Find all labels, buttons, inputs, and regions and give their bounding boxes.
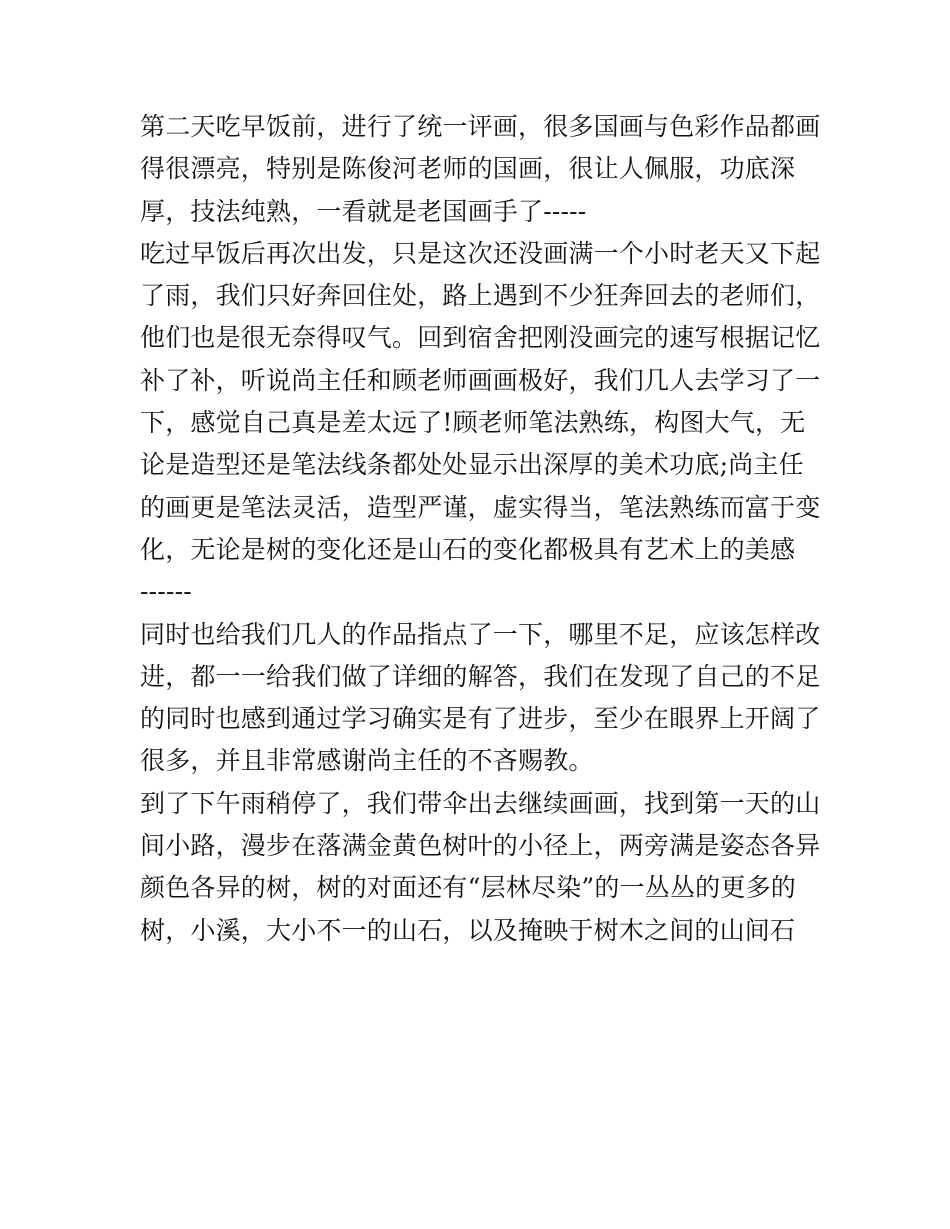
text-line: 吃过早饭后再次出发，只是这次还没画满一个小时老天又下起 (140, 238, 821, 268)
text-line: 进，都一一给我们做了详细的解答，我们在发现了自己的不足 (140, 661, 821, 691)
text-line: 颜色各异的树，树的对面还有“层林尽染”的一丛丛的更多的 (140, 873, 796, 903)
text-line: 第二天吃早饭前，进行了统一评画，很多国画与色彩作品都画 (140, 112, 821, 141)
text-line: 间小路，漫步在落满金黄色树叶的小径上，两旁满是姿态各异 (140, 831, 821, 861)
text-line: 论是造型还是笔法线条都处处显示出深厚的美术功底;尚主任 (140, 450, 804, 480)
text-line: 补了补，听说尚主任和顾老师画画极好，我们几人去学习了一 (140, 365, 821, 395)
text-line: 下，感觉自己真是差太远了!顾老师笔法熟练，构图大气，无 (140, 408, 806, 438)
body-text (140, 106, 820, 952)
text-line: 到了下午雨稍停了，我们带伞出去继续画画，找到第一天的山 (140, 788, 821, 818)
text-line: 他们也是很无奈得叹气。回到宿舍把刚没画完的速写根据记忆 (140, 323, 821, 353)
text-line: 同时也给我们几人的作品指点了一下，哪里不足，应该怎样改 (140, 619, 821, 649)
text-line: 很多，并且非常感谢尚主任的不吝赐教。 (140, 746, 594, 776)
text-line: 厚，技法纯熟，一看就是老国画手了----- (140, 196, 587, 226)
text-line: 化，无论是树的变化还是山石的变化都极具有艺术上的美感 (140, 534, 796, 564)
text-line: 的同时也感到通过学习确实是有了进步，至少在眼界上开阔了 (140, 704, 821, 734)
text-line: 树，小溪，大小不一的山石，以及掩映于树木之间的山间石 (140, 915, 796, 945)
text-line: 了雨，我们只好奔回住处，路上遇到不少狂奔回去的老师们， (140, 281, 821, 311)
text-line: 的画更是笔法灵活，造型严谨，虚实得当，笔法熟练而富于变 (140, 492, 821, 522)
text-line: 得很漂亮，特别是陈俊河老师的国画，很让人佩服，功底深 (140, 154, 796, 184)
text-line: ------ (140, 577, 192, 607)
